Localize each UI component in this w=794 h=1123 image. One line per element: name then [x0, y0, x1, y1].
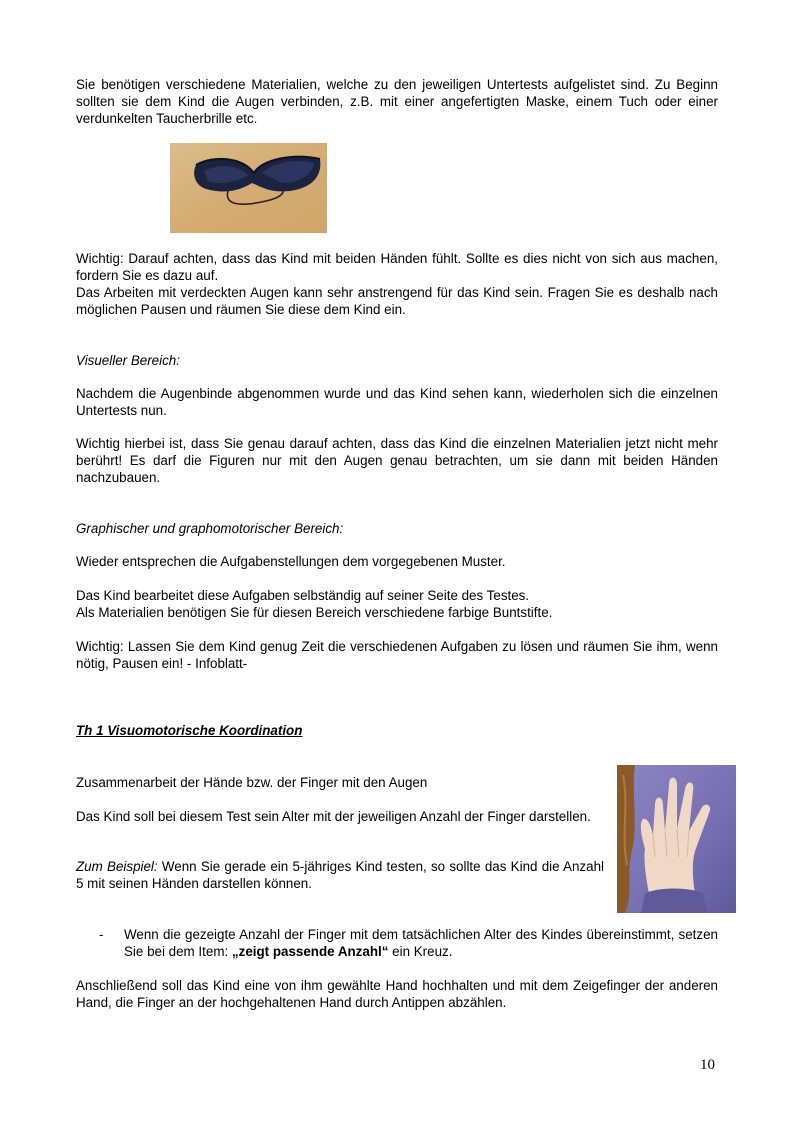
covered-eyes-paragraph: Das Arbeiten mit verdeckten Augen kann sehr anstrengend für das Kind sein. Fragen Sie es deshalb nach möglichen Pausen und räumen Sie diese dem Kind ein. — [76, 285, 718, 317]
graphic-line-2: Als Materialien benötigen Sie für diesen Bereich verschiedene farbige Buntstifte. — [76, 605, 553, 620]
graphic-important-paragraph: Wichtig: Lassen Sie dem Kind genug Zeit die verschiedenen Aufgaben zu lösen und räumen Sie ihm, wenn nötig, Pausen ein! - Infoblatt- — [76, 639, 718, 671]
section-paragraph: Das Kind soll bei diesem Test sein Alter mit der jeweiligen Anzahl der Finger darstellen. — [76, 809, 591, 824]
visual-paragraph: Nachdem die Augenbinde abgenommen wurde und das Kind sehen kann, wiederholen sich die einzelnen Untertests nun. — [76, 386, 718, 418]
child-hand-photo — [617, 765, 736, 913]
graphic-heading: Graphischer und graphomotorischer Bereich: — [76, 521, 344, 536]
bullet-item — [124, 927, 718, 961]
graphic-paragraph: Wieder entsprechen die Aufgabenstellungen dem vorgegebenen Muster. — [76, 554, 506, 569]
bullet-text-start: Wenn die gezeigte Anzahl der Finger mit dem tatsächlichen Alter des Kindes übereinstimmt, setzen Sie bei dem Item: — [124, 927, 718, 959]
example-text: Wenn Sie gerade ein 5-jähriges Kind testen, so sollte das Kind die Anzahl 5 mit seinen Händen darstellen können. — [76, 859, 605, 891]
visual-heading: Visueller Bereich: — [76, 353, 180, 368]
example-label: Zum Beispiel: — [76, 859, 158, 874]
important-feel-paragraph: Wichtig: Darauf achten, dass das Kind mit beiden Händen fühlt. Sollte es dies nicht von sich aus machen, fordern Sie es dazu auf. — [76, 251, 718, 283]
page-number: 10 — [700, 1057, 715, 1073]
graphic-line-1: Das Kind bearbeitet diese Aufgaben selbständig auf seiner Seite des Testes. — [76, 588, 530, 603]
section-subtitle: Zusammenarbeit der Hände bzw. der Finger mit den Augen — [76, 775, 428, 790]
final-paragraph: Anschließend soll das Kind eine von ihm gewählte Hand hochhalten und mit dem Zeigefinger der anderen Hand, die Finger an der hochgehaltenen Hand durch Antippen abzählen. — [76, 978, 718, 1010]
bullet-bold-item: „zeigt passende Anzahl“ — [231, 943, 389, 959]
bullet-text-end: ein Kreuz. — [388, 943, 453, 959]
visual-important-paragraph: Wichtig hierbei ist, dass Sie genau darauf achten, dass das Kind die einzelnen Materialien jetzt nicht mehr berührt! Es darf die Figuren nur mit den Augen genau betrachten, um sie dann mit beiden Händen nachzubauen. — [76, 436, 718, 485]
example-paragraph — [76, 859, 604, 893]
intro-paragraph: Sie benötigen verschiedene Materialien, welche zu den jeweiligen Untertests aufgelistet sind. Zu Beginn sollten sie dem Kind die Augen verbinden, z.B. mit einer angefertigten Maske, einem Tuch oder einer verdunkelten Taucherbrille etc. — [76, 77, 718, 126]
section-title: Th 1 Visuomotorische Koordination — [76, 723, 303, 738]
bullet-dash: - — [99, 927, 104, 942]
eye-mask-photo — [170, 143, 327, 233]
